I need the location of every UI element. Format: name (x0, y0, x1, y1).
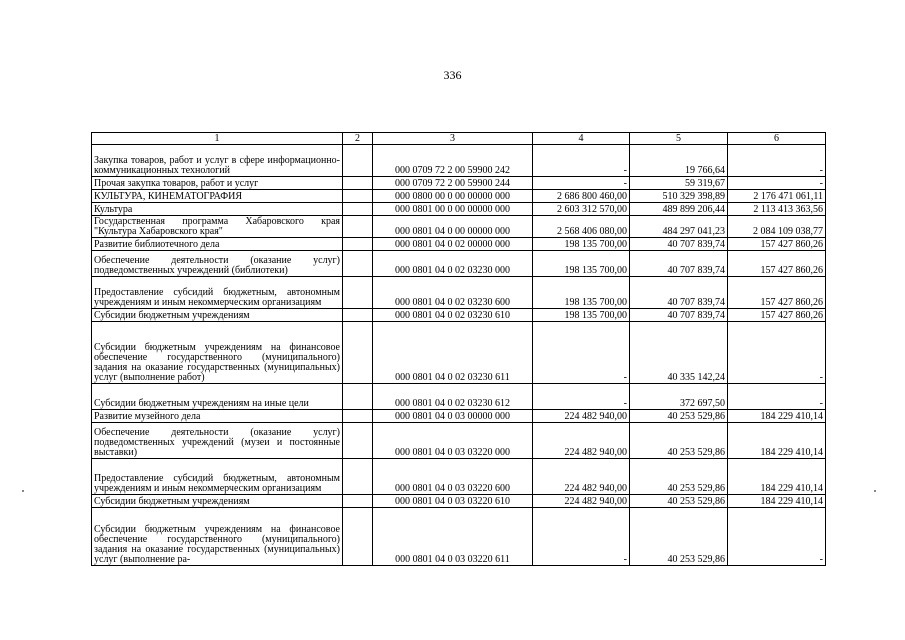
row-value-remainder: 157 427 860,26 (728, 238, 826, 251)
row-value-plan: 224 482 940,00 (533, 495, 630, 508)
row-value-remainder: 157 427 860,26 (728, 251, 826, 277)
row-name: Закупка товаров, работ и услуг в сфере информационно-коммуникационных технологий (92, 145, 343, 177)
row-value-executed: 40 335 142,24 (630, 322, 728, 384)
row-code: 000 0801 04 0 03 03220 611 (373, 508, 533, 566)
row-value-remainder: 184 229 410,14 (728, 459, 826, 495)
row-code: 000 0709 72 2 00 59900 244 (373, 177, 533, 190)
row-value-executed: 40 707 839,74 (630, 251, 728, 277)
row-value-remainder: - (728, 177, 826, 190)
column-header: 5 (630, 133, 728, 145)
row-name: Обеспечение деятельности (оказание услуг) подведомственных учреждений (музеи и постоянные выставки) (92, 423, 343, 459)
row-col2 (343, 495, 373, 508)
row-value-plan: 2 568 406 080,00 (533, 216, 630, 238)
row-name: Предоставление субсидий бюджетным, автономным учреждениям и иным некоммерческим организациям (92, 459, 343, 495)
row-name: Развитие библиотечного дела (92, 238, 343, 251)
row-code: 000 0801 04 0 03 03220 000 (373, 423, 533, 459)
row-col2 (343, 322, 373, 384)
row-col2 (343, 410, 373, 423)
row-name: Субсидии бюджетным учреждениям (92, 495, 343, 508)
row-value-plan: - (533, 322, 630, 384)
row-value-executed: 40 253 529,86 (630, 495, 728, 508)
table-row (92, 216, 826, 238)
row-value-plan: 2 686 800 460,00 (533, 190, 630, 203)
row-col2 (343, 309, 373, 322)
row-col2 (343, 277, 373, 309)
row-value-remainder: 184 229 410,14 (728, 495, 826, 508)
row-code: 000 0801 04 0 02 03230 600 (373, 277, 533, 309)
table-row (92, 251, 826, 277)
row-value-remainder: - (728, 384, 826, 410)
row-code: 000 0801 04 0 02 03230 612 (373, 384, 533, 410)
table-row (92, 190, 826, 203)
table-row (92, 203, 826, 216)
row-code: 000 0801 04 0 00 00000 000 (373, 216, 533, 238)
row-col2 (343, 238, 373, 251)
table-row (92, 410, 826, 423)
row-value-remainder: 184 229 410,14 (728, 410, 826, 423)
row-value-plan: - (533, 384, 630, 410)
table-row (92, 177, 826, 190)
row-col2 (343, 177, 373, 190)
row-value-executed: 40 253 529,86 (630, 423, 728, 459)
row-name: Государственная программа Хабаровского края "Культура Хабаровского края" (92, 216, 343, 238)
scan-mark (22, 490, 24, 492)
row-value-remainder: - (728, 508, 826, 566)
row-value-executed: 489 899 206,44 (630, 203, 728, 216)
row-code: 000 0801 04 0 02 03230 000 (373, 251, 533, 277)
table-row (92, 309, 826, 322)
row-value-plan: - (533, 145, 630, 177)
row-name: Обеспечение деятельности (оказание услуг) подведомственных учреждений (библиотеки) (92, 251, 343, 277)
row-value-remainder: 2 084 109 038,77 (728, 216, 826, 238)
row-value-plan: - (533, 508, 630, 566)
row-name: Субсидии бюджетным учреждениям на финансовое обеспечение государственного (муниципального) задания на оказание государственных (муниципальных) услуг (выполнение работ) (92, 322, 343, 384)
budget-table (91, 132, 826, 566)
row-value-remainder: 2 113 413 363,56 (728, 203, 826, 216)
row-name: КУЛЬТУРА, КИНЕМАТОГРАФИЯ (92, 190, 343, 203)
row-value-executed: 40 707 839,74 (630, 238, 728, 251)
row-value-plan: 198 135 700,00 (533, 309, 630, 322)
row-value-plan: 224 482 940,00 (533, 459, 630, 495)
row-value-executed: 40 707 839,74 (630, 309, 728, 322)
scan-mark (874, 490, 876, 492)
row-col2 (343, 203, 373, 216)
table-row (92, 322, 826, 384)
row-value-remainder: - (728, 322, 826, 384)
table-row (92, 238, 826, 251)
row-value-executed: 40 253 529,86 (630, 410, 728, 423)
row-code: 000 0801 04 0 02 00000 000 (373, 238, 533, 251)
row-code: 000 0801 04 0 02 03230 610 (373, 309, 533, 322)
table-row (92, 423, 826, 459)
table-row (92, 277, 826, 309)
table-row (92, 508, 826, 566)
row-name: Культура (92, 203, 343, 216)
row-value-executed: 59 319,67 (630, 177, 728, 190)
column-header: 1 (92, 133, 343, 145)
row-value-executed: 484 297 041,23 (630, 216, 728, 238)
row-code: 000 0801 04 0 03 00000 000 (373, 410, 533, 423)
row-name: Субсидии бюджетным учреждениям на иные цели (92, 384, 343, 410)
row-code: 000 0801 04 0 02 03230 611 (373, 322, 533, 384)
table-row (92, 495, 826, 508)
row-value-plan: 224 482 940,00 (533, 423, 630, 459)
table-row (92, 384, 826, 410)
row-value-plan: 2 603 312 570,00 (533, 203, 630, 216)
row-value-plan: - (533, 177, 630, 190)
row-name: Субсидии бюджетным учреждениям (92, 309, 343, 322)
row-value-executed: 19 766,64 (630, 145, 728, 177)
row-value-remainder: 157 427 860,26 (728, 309, 826, 322)
row-value-remainder: - (728, 145, 826, 177)
row-name: Прочая закупка товаров, работ и услуг (92, 177, 343, 190)
row-col2 (343, 190, 373, 203)
row-name: Предоставление субсидий бюджетным, автономным учреждениям и иным некоммерческим организациям (92, 277, 343, 309)
table-row (92, 145, 826, 177)
row-code: 000 0709 72 2 00 59900 242 (373, 145, 533, 177)
row-value-plan: 198 135 700,00 (533, 277, 630, 309)
column-header: 3 (373, 133, 533, 145)
row-col2 (343, 508, 373, 566)
row-code: 000 0801 04 0 03 03220 610 (373, 495, 533, 508)
row-value-plan: 198 135 700,00 (533, 251, 630, 277)
row-name: Субсидии бюджетным учреждениям на финансовое обеспечение государственного (муниципального) задания на оказание государственных (муниципальных) услуг (выполнение ра- (92, 508, 343, 566)
page-number: 336 (443, 68, 462, 82)
row-code: 000 0801 04 0 03 03220 600 (373, 459, 533, 495)
row-code: 000 0800 00 0 00 00000 000 (373, 190, 533, 203)
row-col2 (343, 459, 373, 495)
row-value-executed: 510 329 398,89 (630, 190, 728, 203)
row-col2 (343, 423, 373, 459)
column-header: 6 (728, 133, 826, 145)
row-code: 000 0801 00 0 00 00000 000 (373, 203, 533, 216)
row-value-remainder: 2 176 471 061,11 (728, 190, 826, 203)
row-value-plan: 224 482 940,00 (533, 410, 630, 423)
column-header: 2 (343, 133, 373, 145)
row-col2 (343, 145, 373, 177)
row-value-remainder: 184 229 410,14 (728, 423, 826, 459)
row-value-executed: 40 253 529,86 (630, 459, 728, 495)
row-value-executed: 372 697,50 (630, 384, 728, 410)
header-row (92, 133, 826, 145)
row-col2 (343, 251, 373, 277)
row-value-plan: 198 135 700,00 (533, 238, 630, 251)
row-value-executed: 40 707 839,74 (630, 277, 728, 309)
row-value-executed: 40 253 529,86 (630, 508, 728, 566)
row-value-remainder: 157 427 860,26 (728, 277, 826, 309)
table-row (92, 459, 826, 495)
row-col2 (343, 216, 373, 238)
row-col2 (343, 384, 373, 410)
row-name: Развитие музейного дела (92, 410, 343, 423)
column-header: 4 (533, 133, 630, 145)
